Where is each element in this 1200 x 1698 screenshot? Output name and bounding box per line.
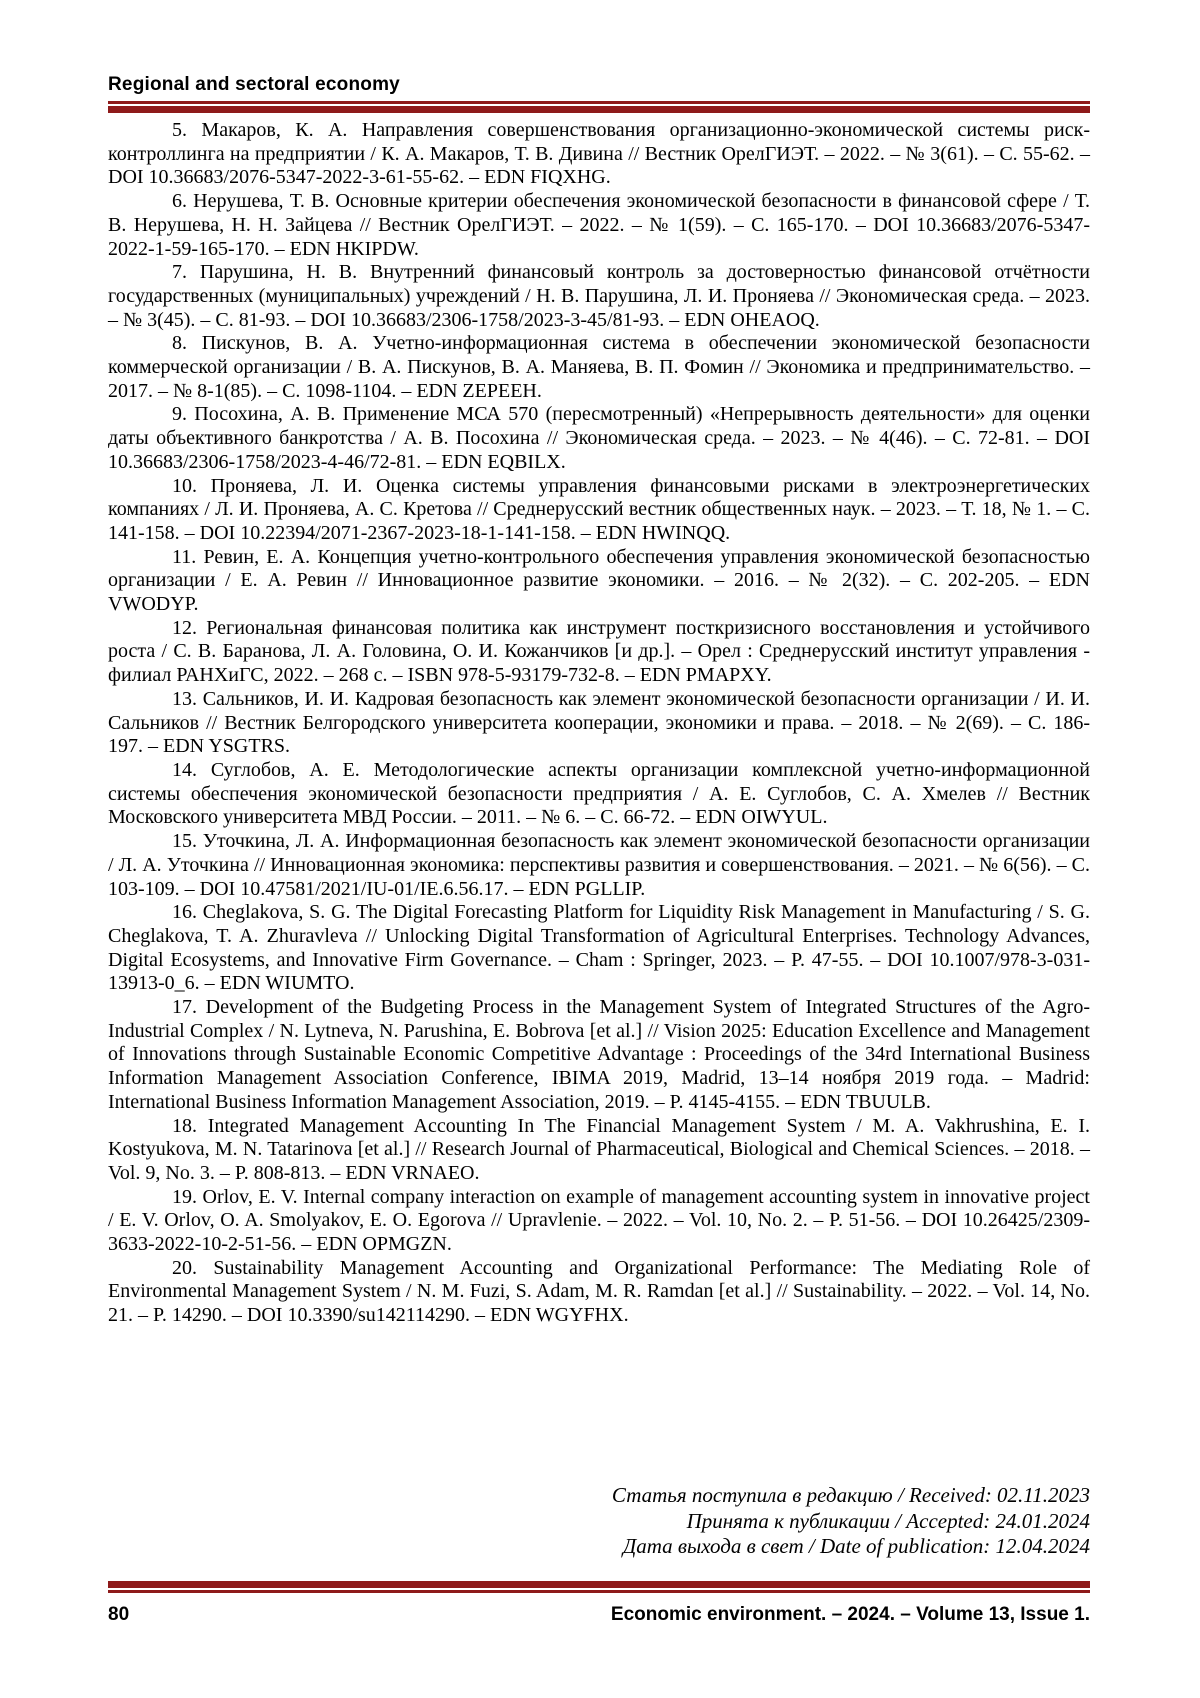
header-rule-thick [108,106,1090,113]
reference-item-13: 13. Сальников, И. И. Кадровая безопасность как элемент экономической безопасности организации / И. И. Сальников // Вестник Белгородского университета кооперации, экономики и права. – 2018. – № 2(69). – С. 186-197. – EDN YSGTRS. [108,687,1090,758]
footer-rule-thin [108,1590,1090,1593]
reference-item-9: 9. Посохина, А. В. Применение МСА 570 (пересмотренный) «Непрерывность деятельности» для оценки даты объективного банкротства / А. В. Посохина // Экономическая среда. – 2023. – № 4(46). – С. 72-81. – DOI 10.36683/2306-1758/2023-4-46/72-81. – EDN EQBILX. [108,403,1090,473]
header-rule-thin [108,101,1090,104]
accepted-date-line: Принята к публикации / Accepted: 24.01.2024 [686,1508,1090,1533]
reference-item-16: 16. Cheglakova, S. G. The Digital Forecasting Platform for Liquidity Risk Management in Manufacturing / S. G. Cheglakova, T. A. Zhuravleva // Unlocking Digital Transformation of Agricultural Enterprises. Technology Advances, Digital Ecosystems, and Innovative Firm Governance. – Cham : Springer, 2023. – P. 47-55. – DOI 10.1007/978-3-031-13913-0_6. – EDN WIUMTO. [108,901,1090,995]
reference-item-12: 12. Региональная финансовая политика как инструмент посткризисного восстановления и устойчивого роста / С. В. Баранова, Л. А. Головина, О. И. Кожанчиков [и др.]. – Орел : Среднерусский институт управления - филиал РАНХиГС, 2022. – 268 с. – ISBN 978-5-93179-732-8. – EDN PMAPXY. [108,616,1090,687]
reference-item-6: 6. Нерушева, Т. В. Основные критерии обеспечения экономической безопасности в финансовой сфере / Т. В. Нерушева, Н. Н. Зайцева // Вестник ОрелГИЭТ. – 2022. – № 1(59). – С. 165-170. – DOI 10.36683/2076-5347-2022-1-59-165-170. – EDN HKIPDW. [108,190,1090,260]
reference-item-20: 20. Sustainability Management Accounting and Organizational Performance: The Mediating Role of Environmental Management System / N. M. Fuzi, S. Adam, M. R. Ramdan [et al.] // Sustainability. – 2022. – Vol. 14, No. 21. – P. 14290. – DOI 10.3390/su142114290. – EDN WGYFHX. [108,1256,1090,1327]
references-list [108,119,1090,1328]
reference-item-10: 10. Проняева, Л. И. Оценка системы управления финансовыми рисками в электроэнергетических компаниях / Л. И. Проняева, А. С. Кретова // Среднерусский вестник общественных наук. – 2023. – Т. 18, № 1. – С. 141-158. – DOI 10.22394/2071-2367-2023-18-1-141-158. – EDN HWINQQ. [108,474,1090,544]
reference-item-11: 11. Ревин, Е. А. Концепция учетно-контрольного обеспечения управления экономической безопасностью организации / Е. А. Ревин // Инновационное развитие экономики. – 2016. – № 2(32). – С. 202-205. – EDN VWODYP. [108,545,1090,616]
reference-item-17: 17. Development of the Budgeting Process in the Management System of Integrated Structures of the Agro-Industrial Complex / N. Lytneva, N. Parushina, E. Bobrova [et al.] // Vision 2025: Education Excellence and Management of Innovations through Sustainable Economic Competitive Advantage : Proceedings of the 34rd International Business Information Management Association Conference, IBIMA 2019, Madrid, 13–14 ноября 2019 года. – Madrid: International Business Information Management Association, 2019. – P. 4145-4155. – EDN TBUULB. [108,996,1090,1113]
reference-item-14: 14. Суглобов, А. Е. Методологические аспекты организации комплексной учетно-информационной системы обеспечения экономической безопасности предприятия / А. Е. Суглобов, С. А. Хмелев // Вестник Московского университета МВД России. – 2011. – № 6. – С. 66-72. – EDN OIWYUL. [108,758,1090,829]
submission-dates [108,1483,1090,1560]
reference-item-5: 5. Макаров, К. А. Направления совершенствования организационно-экономической системы риск-контроллинга на предприятии / К. А. Макаров, Т. В. Дивина // Вестник ОрелГИЭТ. – 2022. – № 3(61). – С. 55-62. – DOI 10.36683/2076-5347-2022-3-61-55-62. – EDN FIQXHG. [108,119,1090,189]
journal-citation: Economic environment. – 2024. – Volume 13, Issue 1. [610,1604,1090,1625]
reference-item-19: 19. Orlov, E. V. Internal company interaction on example of management accounting system in innovative project / E. V. Orlov, O. A. Smolyakov, E. O. Egorova // Upravlenie. – 2022. – Vol. 10, No. 2. – P. 51-56. – DOI 10.26425/2309-3633-2022-10-2-51-56. – EDN OPMGZN. [108,1185,1090,1256]
reference-item-7: 7. Парушина, Н. В. Внутренний финансовый контроль за достоверностью финансовой отчётности государственных (муниципальных) учреждений / Н. В. Парушина, Л. И. Проняева // Экономическая среда. – 2023. – № 3(45). – С. 81-93. – DOI 10.36683/2306-1758/2023-3-45/81-93. – EDN OHEAOQ. [108,261,1090,331]
page-header [108,74,1090,113]
reference-item-15: 15. Уточкина, Л. А. Информационная безопасность как элемент экономической безопасности организации / Л. А. Уточкина // Инновационная экономика: перспективы развития и совершенствования. – 2021. – № 6(56). – С. 103-109. – DOI 10.47581/2021/IU-01/IE.6.56.17. – EDN PGLLIP. [108,830,1090,900]
reference-item-8: 8. Пискунов, В. А. Учетно-информационная система в обеспечении экономической безопасности коммерческой организации / В. А. Пискунов, В. А. Маняева, В. П. Фомин // Экономика и предпринимательство. – 2017. – № 8-1(85). – С. 1098-1104. – EDN ZEPEEH. [108,332,1090,402]
reference-item-18: 18. Integrated Management Accounting In The Financial Management System / M. A. Vakhrushina, E. I. Kostyukova, M. N. Tatarinova [et al.] // Research Journal of Pharmaceutical, Biological and Chemical Sciences. – 2018. – Vol. 9, No. 3. – P. 808-813. – EDN VRNAEO. [108,1114,1090,1184]
running-head-title: Regional and sectoral economy [108,74,400,95]
publication-date-line: Дата выхода в свет / Date of publication: 12.04.2024 [622,1534,1090,1558]
page-footer [108,1581,1090,1626]
footer-row [108,1604,1090,1626]
footer-rule-thick [108,1581,1090,1588]
received-date-line: Статья поступила в редакцию / Received: 02.11.2023 [611,1483,1090,1507]
page-number: 80 [108,1604,130,1625]
